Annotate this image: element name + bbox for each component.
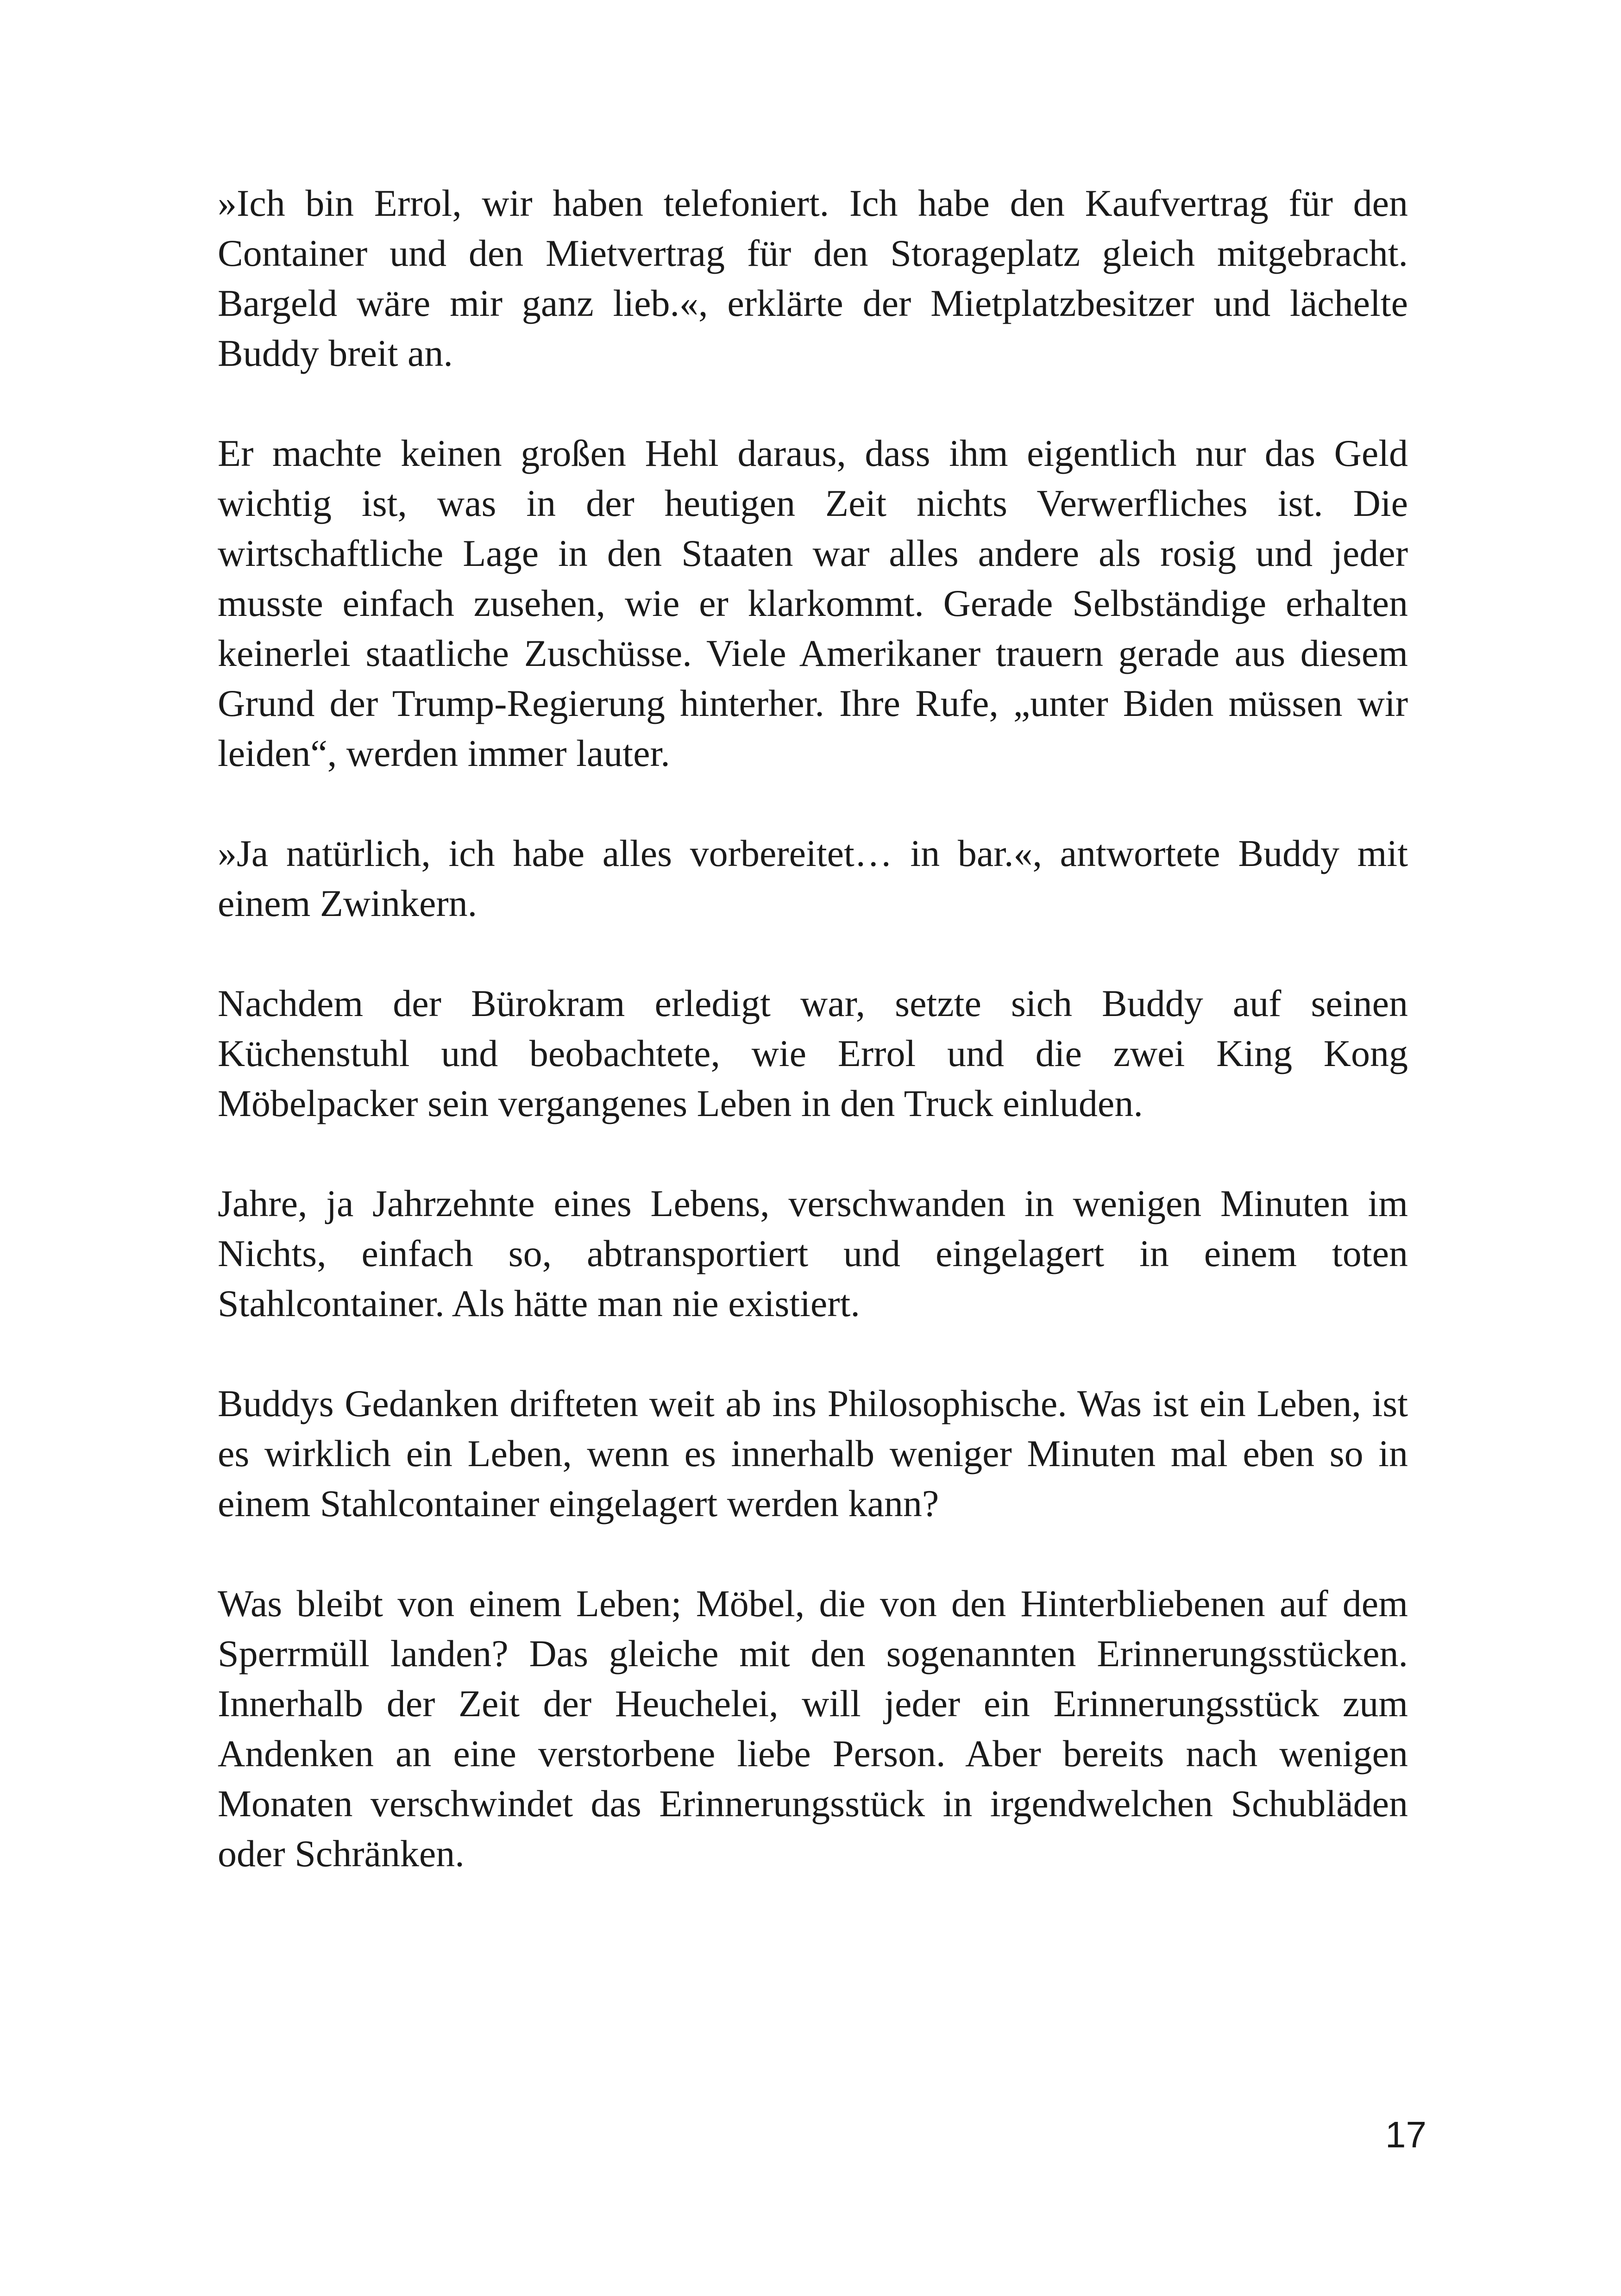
paragraph: Buddys Gedanken drifteten weit ab ins Philosophische. Was ist ein Leben, ist es wirklich ein Leben, wenn es innerhalb weniger Minuten mal eben so in einem Stahlcontainer eingelagert werden kann? xyxy=(218,1382,1408,1524)
body-text xyxy=(218,178,1408,1929)
paragraph: »Ich bin Errol, wir haben telefoniert. Ich habe den Kaufvertrag für den Container und den Mietvertrag für den Storageplatz gleich mitgebracht. Bargeld wäre mir ganz lieb.«, erklärte der Mietplatzbesitzer und lächelte Buddy breit an. xyxy=(218,182,1408,374)
paragraph: Jahre, ja Jahrzehnte eines Lebens, verschwanden in wenigen Minuten im Nichts, einfach so, abtransportiert und eingelagert in einem toten Stahlcontainer. Als hätte man nie existiert. xyxy=(218,1182,1408,1324)
paragraph: »Ja natürlich, ich habe alles vorbereitet… in bar.«, antwortete Buddy mit einem Zwinkern. xyxy=(218,832,1408,924)
paragraph: Er machte keinen großen Hehl daraus, dass ihm eigentlich nur das Geld wichtig ist, was in der heutigen Zeit nichts Verwerfliches ist. Die wirtschaftliche Lage in den Staaten war alles andere als rosig und jeder musste einfach zusehen, wie er klarkommt. Gerade Selbständige erhalten keinerlei staatliche Zuschüsse. Viele Amerikaner trauern gerade aus diesem Grund der Trump-Regierung hinterher. Ihre Rufe, „unter Biden müssen wir leiden“, werden immer lauter. xyxy=(218,432,1408,774)
paragraph: Nachdem der Bürokram erledigt war, setzte sich Buddy auf seinen Küchenstuhl und beobachtete, wie Errol und die zwei King Kong Möbelpacker sein vergangenes Leben in den Truck einluden. xyxy=(218,982,1408,1124)
paragraph: Was bleibt von einem Leben; Möbel, die von den Hinterbliebenen auf dem Sperrmüll landen? Das gleiche mit den sogenannten Erinnerungsstücken. Innerhalb der Zeit der Heuchelei, will jeder ein Erinnerungsstück zum Andenken an eine verstorbene liebe Person. Aber bereits nach wenigen Monaten verschwindet das Erinnerungsstück in irgendwelchen Schubläden oder Schränken. xyxy=(218,1582,1408,1875)
page-number: 17 xyxy=(1385,2114,1426,2155)
